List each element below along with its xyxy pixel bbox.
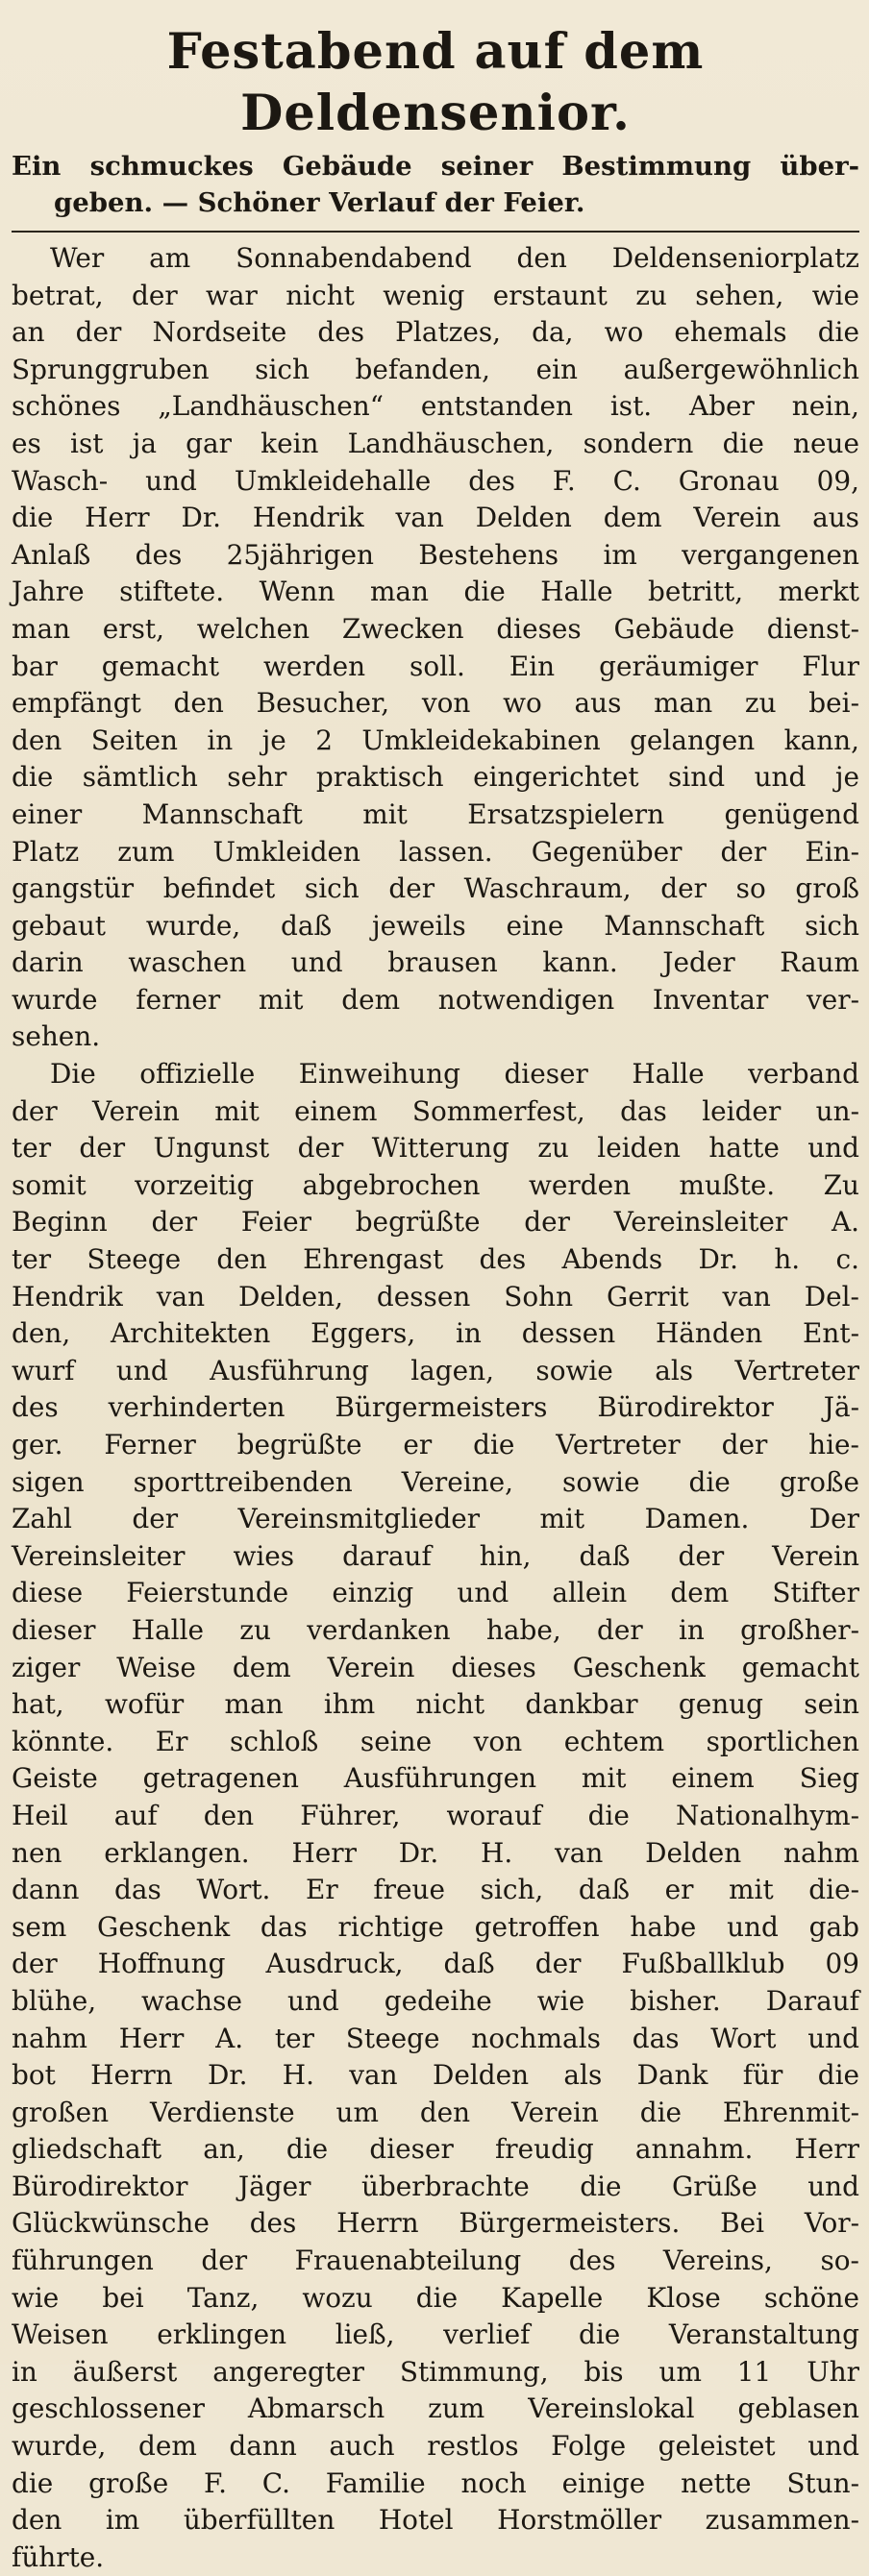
text-line: es ist ja gar kein Landhäuschen, sondern die neue: [12, 427, 859, 459]
text-line: geschlossener Abmarsch zum Vereinslokal geblasen: [12, 2392, 859, 2425]
text-line: ziger Weise dem Verein dieses Geschenk gemacht: [12, 1651, 859, 1683]
text-line: führungen der Frauenabteilung des Vereins, so-: [12, 2245, 859, 2277]
text-line: einer Mannschaft mit Ersatzspielern genügend: [12, 797, 859, 830]
text-line: den im überfüllten Hotel Horstmöller zusammen-: [12, 2504, 859, 2537]
text-line: in äußerst angeregter Stimmung, bis um 11 Uhr: [12, 2355, 859, 2388]
article-headline: Festabend auf dem Deldensenior.: [166, 23, 705, 142]
text-line: Die offizielle Einweihung dieser Halle verband: [50, 1058, 859, 1091]
headline-divider: [12, 231, 859, 233]
text-line: Wasch- und Umkleidehalle des F. C. Gronau 09,: [12, 464, 859, 497]
text-line: dann das Wort. Er freue sich, daß er mit die-: [12, 1874, 859, 1906]
text-line: wie bei Tanz, wozu die Kapelle Klose schöne: [12, 2281, 859, 2314]
text-line: sehen.: [12, 1020, 101, 1053]
text-line: man erst, welchen Zwecken dieses Gebäude dienst-: [12, 612, 859, 645]
text-line: Glückwünsche des Herrn Bürgermeisters. Bei Vor-: [12, 2207, 859, 2240]
text-line: der Hoffnung Ausdruck, daß der Fußballklub 09: [12, 1948, 859, 1980]
text-line: gliedschaft an, die dieser freudig annahm. Herr: [12, 2133, 859, 2166]
article-body: [12, 240, 859, 2576]
text-line: wurf und Ausführung lagen, sowie als Vertreter: [12, 1354, 859, 1386]
text-line: empfängt den Besucher, von wo aus man zu bei-: [12, 687, 859, 720]
article-paragraph: [12, 240, 859, 1056]
article-subheadline: [12, 148, 859, 221]
text-line: ter Steege den Ehrengast des Abends Dr. h. c.: [12, 1243, 859, 1276]
text-line: Platz zum Umkleiden lassen. Gegenüber der Ein-: [12, 835, 859, 868]
text-line: wurde ferner mit dem notwendigen Inventar ver-: [12, 983, 859, 1016]
text-line: sem Geschenk das richtige getroffen habe und gab: [12, 1910, 859, 1943]
text-line: an der Nordseite des Platzes, da, wo ehemals die: [12, 316, 859, 349]
text-line: Bürodirektor Jäger überbrachte die Grüße und: [12, 2170, 859, 2202]
text-line: Beginn der Feier begrüßte der Vereinsleiter A.: [12, 1206, 859, 1239]
text-line: Hendrik van Delden, dessen Sohn Gerrit van Del-: [12, 1280, 859, 1313]
text-line: Zahl der Vereinsmitglieder mit Damen. Der: [12, 1503, 859, 1535]
text-line: darin waschen und brausen kann. Jeder Raum: [12, 946, 859, 979]
text-line: gangstür befindet sich der Waschraum, der so groß: [12, 872, 859, 905]
text-line: bot Herrn Dr. H. van Delden als Dank für die: [12, 2059, 859, 2092]
text-line: bar gemacht werden soll. Ein geräumiger Flur: [12, 650, 859, 682]
article-paragraph: [12, 1056, 859, 2576]
text-line: die große F. C. Familie noch einige nette Stun-: [12, 2466, 859, 2499]
text-line: ter der Ungunst der Witterung zu leiden hatte und: [12, 1132, 859, 1165]
text-line: dieser Halle zu verdanken habe, der in großher-: [12, 1613, 859, 1646]
text-line: großen Verdienste um den Verein die Ehrenmit-: [12, 2096, 859, 2128]
text-line: könnte. Er schloß seine von echtem sportlichen: [12, 1725, 859, 1757]
text-line: ger. Ferner begrüßte er die Vertreter der hie-: [12, 1429, 859, 1460]
text-line: nen erklangen. Herr Dr. H. van Delden nahm: [12, 1836, 859, 1869]
text-line: die sämtlich sehr praktisch eingerichtet sind und je: [12, 761, 859, 794]
text-line: des verhinderten Bürgermeisters Bürodirektor Jä-: [12, 1391, 859, 1424]
text-line: den Seiten in je 2 Umkleidekabinen gelangen kann,: [12, 724, 859, 756]
subheadline-line: geben. — Schöner Verlauf der Feier.: [54, 187, 585, 218]
text-line: Anlaß des 25jährigen Bestehens im vergangenen: [12, 538, 859, 571]
text-line: wurde, dem dann auch restlos Folge geleistet und: [12, 2430, 859, 2463]
text-line: blühe, wachse und gedeihe wie bisher. Darauf: [12, 1984, 859, 2017]
text-line: Jahre stiftete. Wenn man die Halle betritt, merkt: [12, 576, 859, 608]
text-line: Weisen erklingen ließ, verlief die Veranstaltung: [12, 2318, 859, 2351]
text-line: betrat, der war nicht wenig erstaunt zu sehen, wie: [12, 279, 859, 311]
text-line: nahm Herr A. ter Steege nochmals das Wort und: [12, 2022, 859, 2054]
text-line: gebaut wurde, daß jeweils eine Mannschaft sich: [12, 909, 859, 942]
text-line: Geiste getragenen Ausführungen mit einem Sieg: [12, 1762, 859, 1795]
text-line: die Herr Dr. Hendrik van Delden dem Verein aus: [12, 502, 859, 534]
text-line: Vereinsleiter wies darauf hin, daß der Verein: [12, 1539, 859, 1572]
text-line: Heil auf den Führer, worauf die Nationalhym-: [12, 1799, 859, 1831]
text-line: somit vorzeitig abgebrochen werden mußte. Zu: [12, 1168, 859, 1201]
text-line: hat, wofür man ihm nicht dankbar genug sein: [12, 1688, 859, 1721]
text-line: sigen sporttreibenden Vereine, sowie die große: [12, 1465, 859, 1498]
subheadline-line: Ein schmuckes Gebäude seiner Bestimmung über-: [12, 151, 859, 182]
text-line: der Verein mit einem Sommerfest, das leider un-: [12, 1094, 859, 1127]
text-line: Sprunggruben sich befanden, ein außergewöhnlich: [12, 353, 859, 385]
text-line: diese Feierstunde einzig und allein dem Stifter: [12, 1577, 859, 1609]
text-line: schönes „Landhäuschen“ entstanden ist. Aber nein,: [12, 390, 859, 423]
text-line: führte.: [12, 2540, 105, 2573]
text-line: Wer am Sonnabendabend den Deldenseniorplatz: [50, 242, 859, 274]
text-line: den, Architekten Eggers, in dessen Händen Ent-: [12, 1317, 859, 1350]
